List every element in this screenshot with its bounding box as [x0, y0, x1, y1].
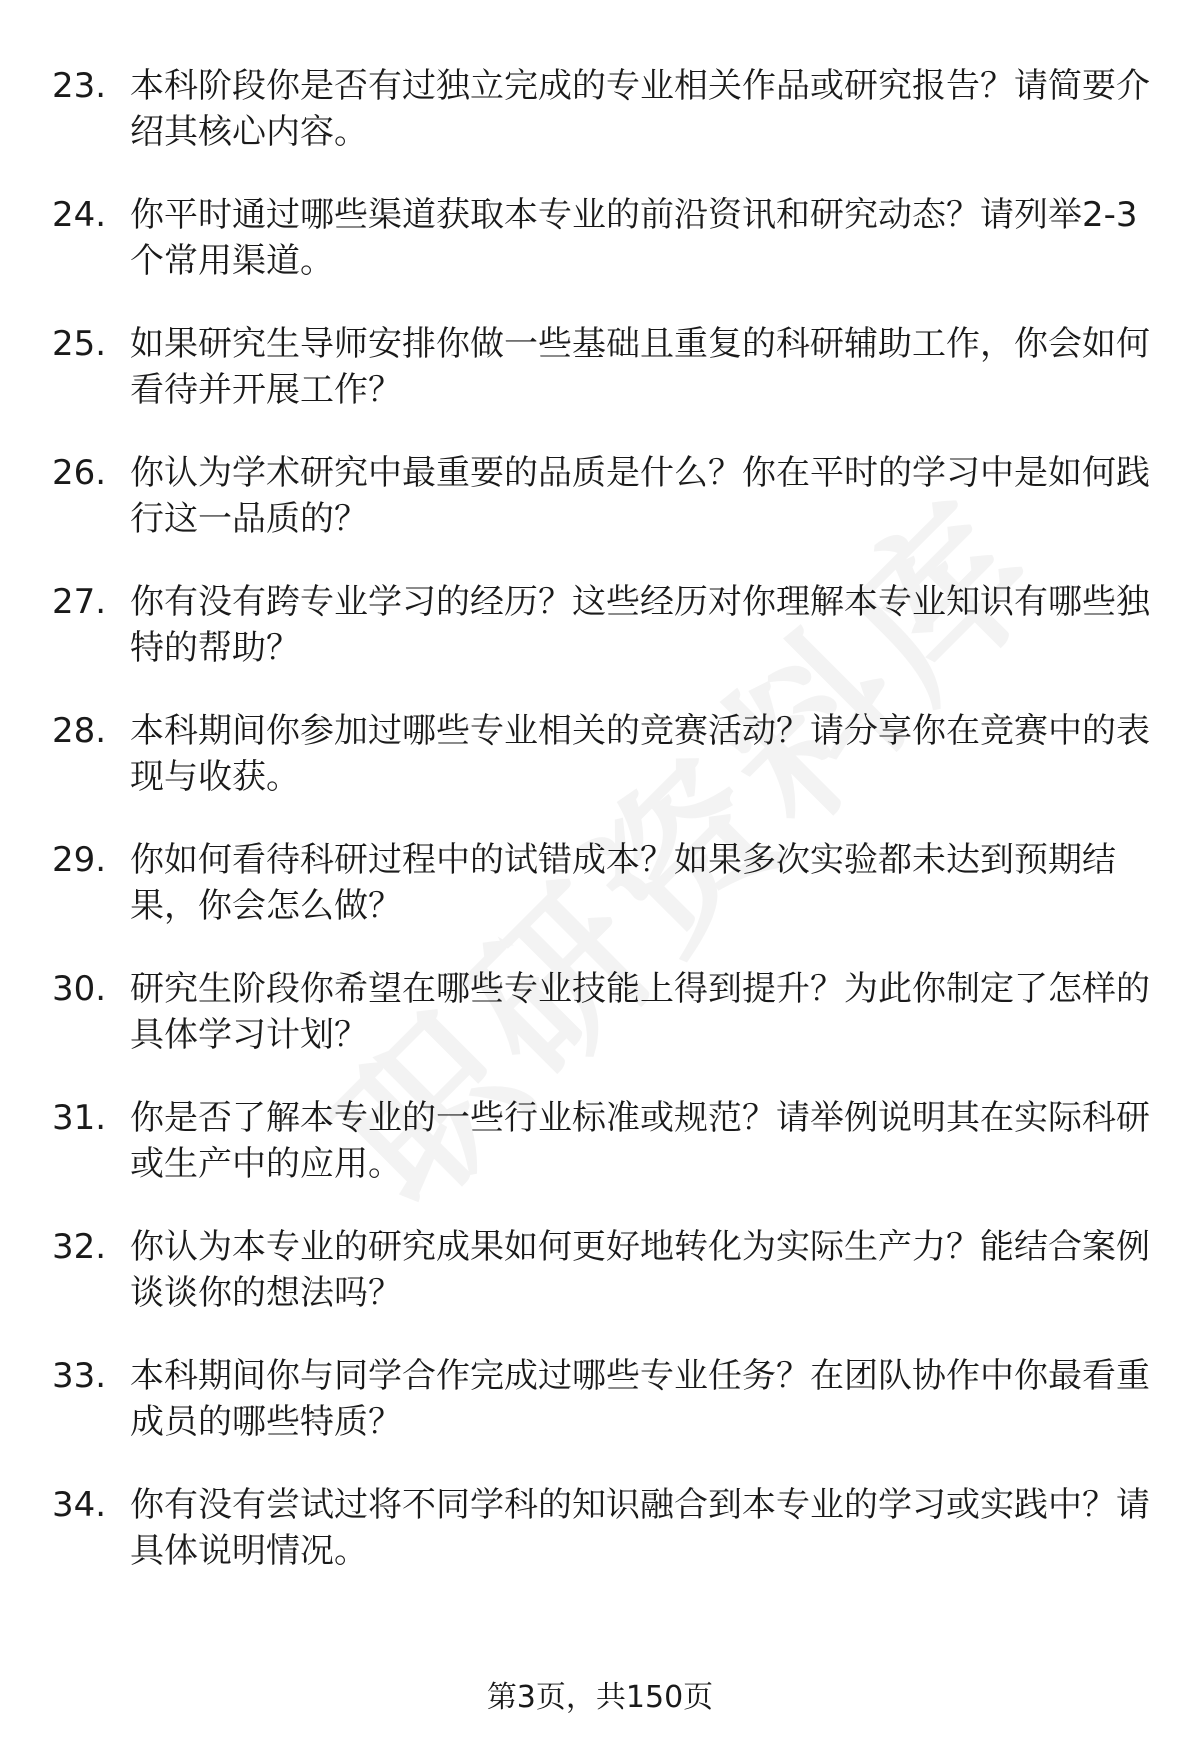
list-item: [52, 1353, 1152, 1482]
question-text: 本科期间你与同学合作完成过哪些专业任务？在团队协作中你最看重成员的哪些特质？: [130, 1356, 1150, 1442]
question-text: 本科阶段你是否有过独立完成的专业相关作品或研究报告？请简要介绍其核心内容。: [130, 66, 1150, 152]
question-text: 如果研究生导师安排你做一些基础且重复的科研辅助工作，你会如何看待并开展工作？: [130, 324, 1150, 410]
list-item: [52, 1224, 1152, 1353]
question-number: 26.: [52, 453, 107, 493]
list-item: [52, 192, 1152, 321]
list-item: [52, 450, 1152, 579]
question-number: 27.: [52, 582, 107, 622]
question-text: 研究生阶段你希望在哪些专业技能上得到提升？为此你制定了怎样的具体学习计划？: [130, 969, 1150, 1055]
question-text: 你认为学术研究中最重要的品质是什么？你在平时的学习中是如何践行这一品质的？: [130, 453, 1150, 539]
question-number: 25.: [52, 324, 107, 364]
question-number: 29.: [52, 840, 107, 880]
question-text: 你有没有跨专业学习的经历？这些经历对你理解本专业知识有哪些独特的帮助？: [130, 582, 1150, 668]
page-footer: 第3页，共150页: [486, 1680, 714, 1715]
question-text: 你如何看待科研过程中的试错成本？如果多次实验都未达到预期结果，你会怎么做？: [130, 840, 1116, 926]
question-number: 34.: [52, 1485, 107, 1525]
list-item: [52, 708, 1152, 837]
question-text: 你有没有尝试过将不同学科的知识融合到本专业的学习或实践中？请具体说明情况。: [130, 1485, 1150, 1571]
list-item: [52, 1482, 1152, 1611]
list-item: [52, 966, 1152, 1095]
list-item: [52, 63, 1152, 192]
list-item: [52, 321, 1152, 450]
question-text: 你认为本专业的研究成果如何更好地转化为实际生产力？能结合案例谈谈你的想法吗？: [130, 1227, 1150, 1313]
list-item: [52, 579, 1152, 708]
question-text: 你是否了解本专业的一些行业标准或规范？请举例说明其在实际科研或生产中的应用。: [130, 1098, 1150, 1184]
question-number: 30.: [52, 969, 107, 1009]
question-text: 本科期间你参加过哪些专业相关的竞赛活动？请分享你在竞赛中的表现与收获。: [130, 711, 1150, 797]
question-number: 32.: [52, 1227, 107, 1267]
question-number: 33.: [52, 1356, 107, 1396]
question-list: [52, 63, 1152, 1611]
question-number: 28.: [52, 711, 107, 751]
question-number: 24.: [52, 195, 107, 235]
list-item: [52, 837, 1152, 966]
question-text: 你平时通过哪些渠道获取本专业的前沿资讯和研究动态？请列举2-3个常用渠道。: [130, 195, 1138, 281]
question-number: 23.: [52, 66, 107, 106]
question-number: 31.: [52, 1098, 107, 1138]
list-item: [52, 1095, 1152, 1224]
